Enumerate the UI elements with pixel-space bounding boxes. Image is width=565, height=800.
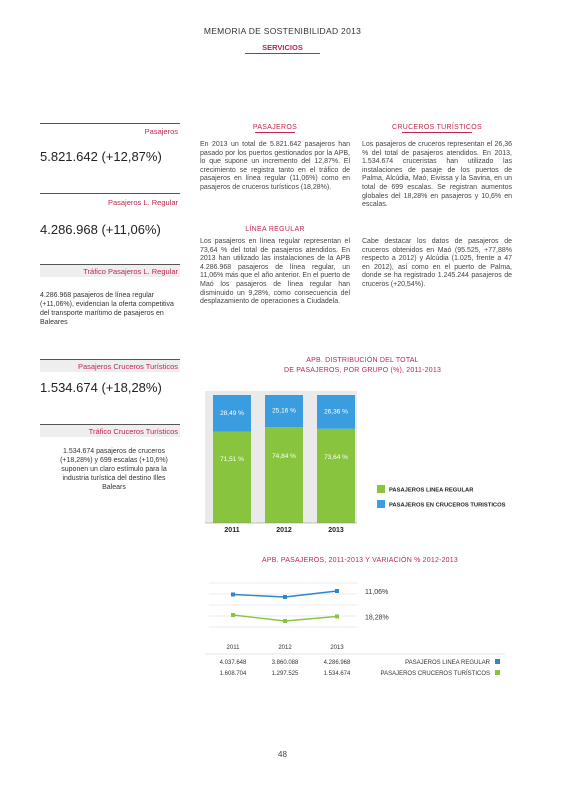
- col1-heading-underline: [255, 132, 295, 133]
- chart1-label-regular-2011: 71,51 %: [220, 455, 244, 463]
- chart1-tick-2011: 2011: [224, 527, 240, 534]
- chart2-table-swatch-regular: [495, 659, 500, 664]
- document-title: MEMORIA DE SOSTENIBILIDAD 2013: [203, 26, 362, 36]
- chart2-point-cruceros-2013: [335, 614, 339, 618]
- chart2-point-regular-2011: [231, 593, 235, 597]
- chart2-tick-2011: 2011: [226, 645, 240, 651]
- chart1-legend-swatch-cruceros: [377, 500, 385, 508]
- chart2-point-cruceros-2011: [231, 613, 235, 617]
- chart2-table-label-cruceros: PASAJEROS CRUCEROS TURÍSTICOS: [380, 671, 490, 677]
- chart2-table-cell-regular-2012: 3.860.088: [271, 660, 299, 666]
- chart1-title-line2: DE PASAJEROS, POR GRUPO (%), 2011-2013: [283, 367, 442, 374]
- trafico-cruceros-label: Tráfico Cruceros Turísticos: [88, 427, 178, 436]
- sidebar-divider: [40, 359, 180, 360]
- col2-text-cruceros-detail: Cabe destacar los datos de pasajeros de cruceros obtenidos en Maó (95.525, +77,88% respecto a 2012) y Alcúdia (1.025, frente a 47 en 2012), así como en el puerto de Palma, donde se ha registrado 1.245.244 pasajeros de cruceros (+20,54%).: [362, 238, 512, 288]
- chart2-title: APB. PASAJEROS, 2011-2013 Y VARIACIÓN % 2012-2013: [262, 557, 458, 564]
- chart1-legend-label-regular: PASAJEROS LINEA REGULAR: [389, 487, 474, 494]
- chart1-tick-2012: 2012: [276, 527, 292, 534]
- chart1-label-cruceros-2013: 26,36 %: [324, 408, 348, 416]
- chart2-variation-regular: 11,06%: [365, 589, 389, 596]
- sidebar-divider: [40, 424, 180, 425]
- chart2-table-cell-regular-2013: 4.286.968: [323, 660, 351, 666]
- chart1-bar-regular-2011: [213, 431, 251, 523]
- chart2-table-label-regular: PASAJEROS LINEA REGULAR: [405, 660, 490, 666]
- col2-text-cruceros: Los pasajeros de cruceros representan el 26,36 % del total de pasajeros atendidos. En 2013, 1.534.674 cruceristas han utilizado las instalaciones de pasaje de los puertos de Palma, Alcúdia, Maó, Eivissa y la Savina, en un total de 699 escalas. Se registran aumentos globales del 18,28% en pasajeros y 10,6% en escalas.: [362, 141, 512, 209]
- chart1-tick-2013: 2013: [328, 527, 344, 534]
- chart1-label-regular-2013: 73,64 %: [324, 453, 348, 461]
- sidebar-divider: [40, 264, 180, 265]
- cruceros-value: 1.534.674 (+18,28%): [40, 380, 162, 395]
- trafico-regular-text: 4.286.968 pasajeros de línea regular (+11,06%), evidencian la oferta competitiva del transporte marítimo de pasajeros en Baleares: [40, 292, 174, 326]
- col1-heading-pasajeros: PASAJEROS: [252, 124, 298, 131]
- chart1-label-cruceros-2011: 28,49 %: [220, 410, 244, 418]
- chart1-label-regular-2012: 74,84 %: [272, 452, 296, 460]
- page-number: 48: [278, 750, 287, 759]
- chart2-table-swatch-cruceros: [495, 670, 500, 675]
- chart2-point-regular-2013: [335, 589, 339, 593]
- chart2-table-cell-cruceros-2012: 1.297.525: [271, 671, 299, 677]
- chart2-line-chart: [205, 575, 525, 685]
- chart1-legend-swatch-regular: [377, 485, 385, 493]
- col2-heading-underline: [402, 132, 472, 133]
- chart1-stacked-bar: [205, 385, 525, 535]
- col1-heading-linea-regular: LÍNEA REGULAR: [245, 226, 305, 233]
- col1-text-linea-regular: Los pasajeros en línea regular representan el 73,64 % del total de pasajeros atendidos. En 2013 han utilizado las instalaciones de la APB 4.286.968 pasajeros de línea regular, un 11,06% más que el año anterior. En el puerto de Maó los pasajeros de línea regular han disminuido un 9,28%, como consecuencia del desplazamiento de operaciones a Ciudadela.: [200, 238, 350, 306]
- chart1-legend-label-cruceros: PASAJEROS EN CRUCEROS TURISTICOS: [389, 502, 506, 509]
- chart2-table-cell-cruceros-2013: 1.534.674: [323, 671, 351, 677]
- pasajeros-label: Pasajeros: [144, 127, 178, 136]
- chart2-tick-2012: 2012: [278, 645, 292, 651]
- chart1-title-line1: APB. DISTRIBUCIÓN DEL TOTAL: [306, 357, 419, 364]
- chart1-bar-regular-2013: [317, 429, 355, 523]
- regular-label: Pasajeros L. Regular: [107, 198, 178, 207]
- col2-heading-cruceros: CRUCEROS TURÍSTICOS: [392, 124, 482, 131]
- sidebar-divider: [40, 193, 180, 194]
- sidebar-divider: [40, 123, 180, 124]
- col1-text-pasajeros: En 2013 un total de 5.821.642 pasajeros han pasado por los puertos gestionados por la APB, lo que supone un incremento del 12,87%. El crecimiento se registra tanto en el tráfico de pasajeros en línea regular (11,06%) como en pasajeros de cruceros turísticos (18,28%).: [200, 141, 350, 191]
- section-title: SERVICIOS: [262, 43, 303, 52]
- section-underline: [245, 53, 320, 54]
- pasajeros-value: 5.821.642 (+12,87%): [40, 149, 162, 164]
- chart1-label-cruceros-2012: 25,16 %: [272, 407, 296, 415]
- chart2-point-regular-2012: [283, 595, 287, 599]
- regular-value: 4.286.968 (+11,06%): [40, 222, 161, 237]
- chart2-table-cell-regular-2011: 4.037.648: [219, 660, 247, 666]
- chart2-variation-cruceros: 18,28%: [365, 614, 389, 622]
- chart2-tick-2013: 2013: [330, 645, 344, 651]
- chart2-table-cell-cruceros-2011: 1.608.704: [219, 671, 247, 677]
- cruceros-label: Pasajeros Cruceros Turísticos: [77, 362, 178, 371]
- trafico-regular-label: Tráfico Pasajeros L. Regular: [83, 267, 178, 276]
- chart2-point-cruceros-2012: [283, 619, 287, 623]
- chart1-title: [265, 356, 460, 376]
- trafico-cruceros-text: 1.534.674 pasajeros de cruceros (+18,28%) y 699 escalas (+10,6%) suponen un claro estímulo para la industria turística del destino Illes Balears: [60, 448, 168, 491]
- chart1-bar-regular-2012: [265, 427, 303, 523]
